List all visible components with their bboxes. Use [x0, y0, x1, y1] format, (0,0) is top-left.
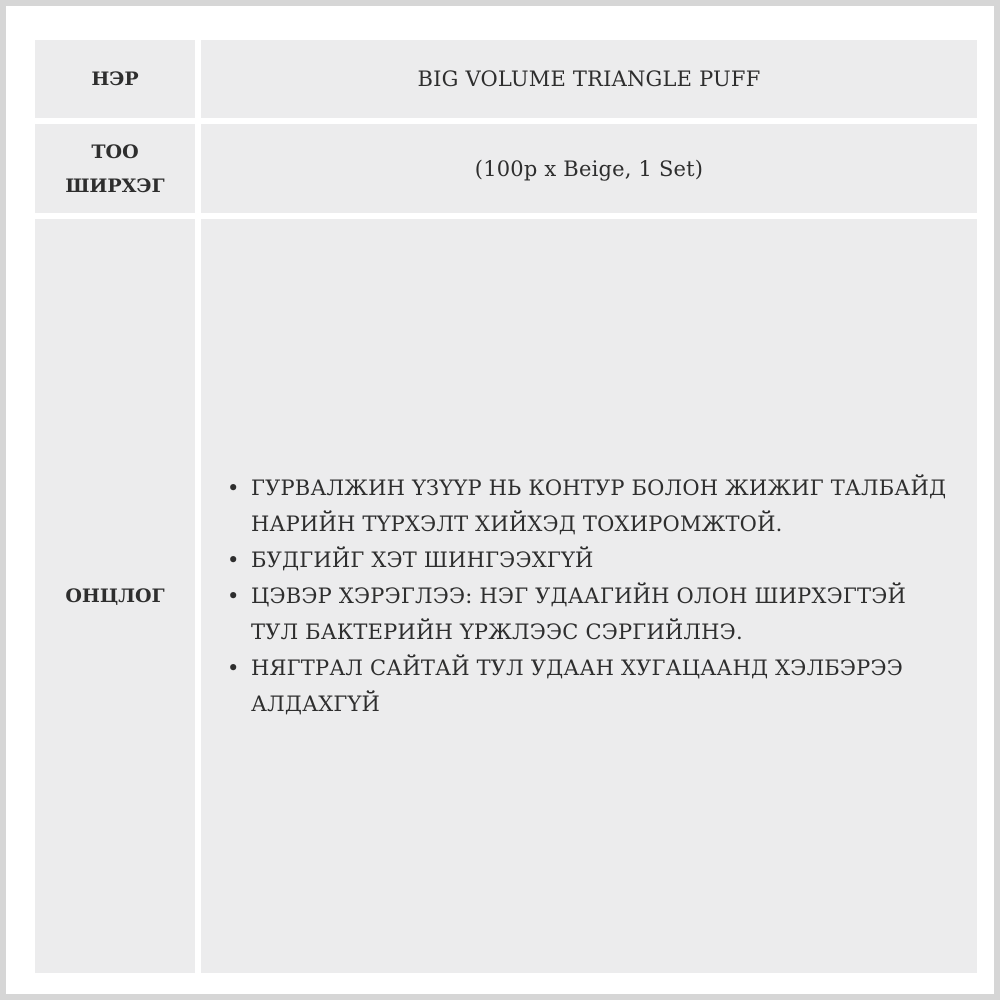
features-list — [201, 470, 957, 722]
features-cell — [201, 219, 977, 973]
list-item: • БУДГИЙГ ХЭТ ШИНГЭЭХГҮЙ — [227, 542, 957, 578]
quantity-value: (100p x Beige, 1 Set) — [201, 124, 977, 213]
quantity-label: ТОО ШИРХЭГ — [35, 124, 195, 213]
name-value: BIG VOLUME TRIANGLE PUFF — [201, 40, 977, 118]
product-spec-table — [35, 40, 977, 973]
list-item: • ГУРВАЛЖИН ҮЗҮҮР НЬ КОНТУР БОЛОН ЖИЖИГ ТАЛБАЙД НАРИЙН ТҮРХЭЛТ ХИЙХЭД ТОХИРОМЖТОЙ. — [227, 470, 957, 542]
name-label: НЭР — [35, 40, 195, 118]
list-item: • ЦЭВЭР ХЭРЭГЛЭЭ: НЭГ УДААГИЙН ОЛОН ШИРХЭГТЭЙ ТУЛ БАКТЕРИЙН ҮРЖЛЭЭС СЭРГИЙЛНЭ. — [227, 578, 957, 650]
features-label: ОНЦЛОГ — [35, 219, 195, 973]
list-item: • НЯГТРАЛ САЙТАЙ ТУЛ УДААН ХУГАЦААНД ХЭЛБЭРЭЭ АЛДАХГҮЙ — [227, 650, 957, 722]
